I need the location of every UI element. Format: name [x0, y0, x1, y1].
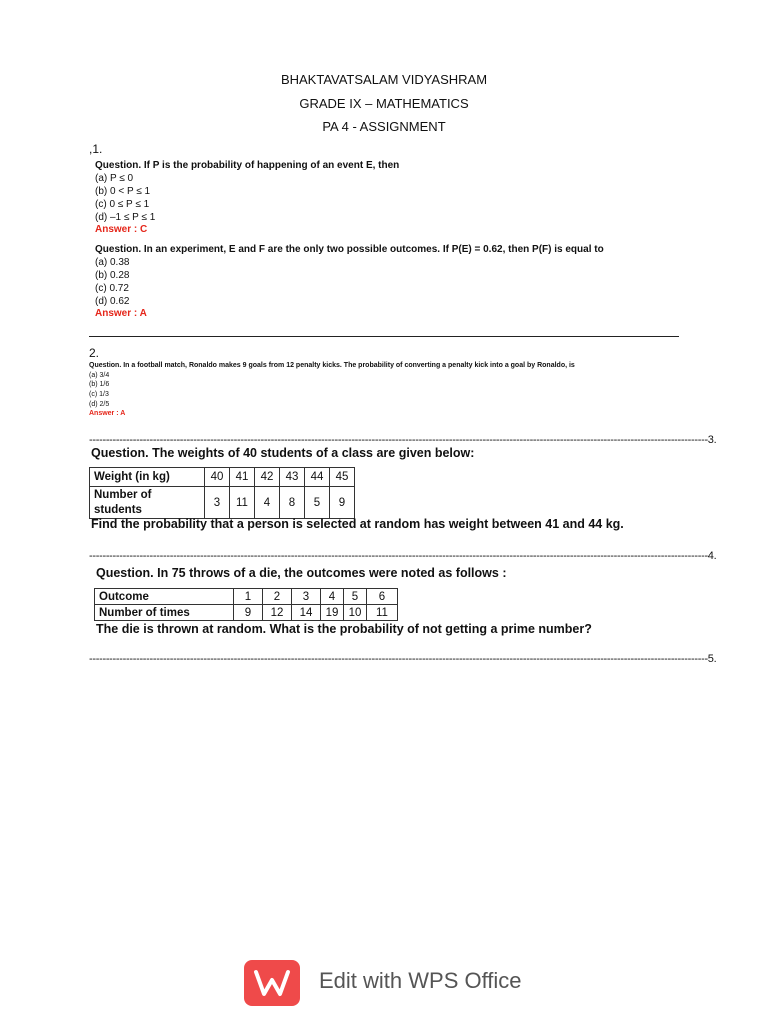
table-cell: 40	[205, 468, 230, 487]
table-row	[90, 487, 355, 519]
q2-option-a: (a) 0.38	[95, 257, 130, 268]
table-cell: 9	[234, 605, 263, 621]
q2-option-d: (d) 0.62	[95, 296, 130, 307]
table-cell: 5	[344, 589, 367, 605]
table-row	[95, 589, 398, 605]
school-name: BHAKTAVATSALAM VIDYASHRAM	[280, 72, 488, 87]
table-cell: 41	[230, 468, 255, 487]
row-label	[90, 487, 205, 519]
row-label: Number of times	[95, 605, 234, 621]
table-cell: 45	[330, 468, 355, 487]
table-row	[90, 468, 355, 487]
table-cell: 4	[321, 589, 344, 605]
table-cell: 6	[367, 589, 398, 605]
table-cell: 4	[255, 487, 280, 519]
separator-5: ----------------------------------------------------------------------------------------------------------------------------------------------------------------------------------------5.	[89, 653, 717, 665]
q1-option-a: (a) P ≤ 0	[95, 173, 134, 184]
row-label: Weight (in kg)	[90, 468, 205, 487]
q2-answer: Answer : A	[95, 308, 147, 319]
table-cell: 3	[205, 487, 230, 519]
q2-option-c: (c) 0.72	[95, 283, 129, 294]
table-cell: 2	[263, 589, 292, 605]
table-cell: 1	[234, 589, 263, 605]
wps-logo-icon[interactable]	[244, 960, 300, 1006]
q2-text: Question. In an experiment, E and F are the only two possible outcomes. If P(E) = 0.62, then P(F) is equal to	[95, 244, 604, 255]
table-cell: 14	[292, 605, 321, 621]
q1-option-b: (b) 0 < P ≤ 1	[95, 186, 151, 197]
die-throws-table	[94, 588, 398, 621]
separator-3: ----------------------------------------------------------------------------------------------------------------------------------------------------------------------------------------3.	[89, 434, 717, 446]
wps-w-glyph-icon	[244, 960, 300, 1006]
s2-option-b: (b) 1/6	[89, 381, 110, 388]
s3-followup: Find the probability that a person is selected at random has weight between 41 and 44 kg.	[91, 517, 624, 531]
table-cell: 11	[367, 605, 398, 621]
table-cell: 43	[280, 468, 305, 487]
table-cell: 5	[305, 487, 330, 519]
grade-title: GRADE IX – MATHEMATICS	[299, 96, 469, 111]
row-label: Outcome	[95, 589, 234, 605]
table-cell: 44	[305, 468, 330, 487]
table-cell: 19	[321, 605, 344, 621]
edit-with-wps-link[interactable]: Edit with WPS Office	[319, 968, 522, 993]
s2-option-c: (c) 1/3	[89, 391, 109, 398]
table-cell: 42	[255, 468, 280, 487]
s2-option-d: (d) 2/5	[89, 401, 110, 408]
q1-option-d: (d) –1 ≤ P ≤ 1	[95, 212, 156, 223]
s4-question: Question. In 75 throws of a die, the outcomes were noted as follows :	[96, 566, 507, 580]
table-row	[95, 605, 398, 621]
table-cell: 10	[344, 605, 367, 621]
section-divider	[89, 336, 679, 337]
s2-option-a: (a) 3/4	[89, 372, 110, 379]
table-cell: 12	[263, 605, 292, 621]
row-label-line1: Number of	[94, 488, 152, 501]
q1-option-c: (c) 0 ≤ P ≤ 1	[95, 199, 150, 210]
section-1-number: ,1.	[89, 142, 103, 156]
table-cell: 8	[280, 487, 305, 519]
table-cell: 3	[292, 589, 321, 605]
section-2-number: 2.	[89, 346, 100, 360]
table-cell: 11	[230, 487, 255, 519]
q2-option-b: (b) 0.28	[95, 270, 130, 281]
table-cell: 9	[330, 487, 355, 519]
q1-text: Question. If P is the probability of happening of an event E, then	[95, 160, 400, 171]
row-label-line2: students	[94, 503, 142, 516]
weights-table	[89, 467, 355, 519]
s2-question-text: Question. In a football match, Ronaldo makes 9 goals from 12 penalty kicks. The probability of converting a penalty kick into a goal by Ronaldo, is	[89, 362, 575, 369]
assignment-title: PA 4 - ASSIGNMENT	[322, 119, 446, 134]
q1-answer: Answer : C	[95, 224, 148, 235]
s4-followup: The die is thrown at random. What is the probability of not getting a prime number?	[96, 622, 592, 636]
s2-answer: Answer : A	[89, 410, 126, 417]
s3-question: Question. The weights of 40 students of a class are given below:	[91, 446, 475, 460]
separator-4: ----------------------------------------------------------------------------------------------------------------------------------------------------------------------------------------4.	[89, 550, 717, 562]
